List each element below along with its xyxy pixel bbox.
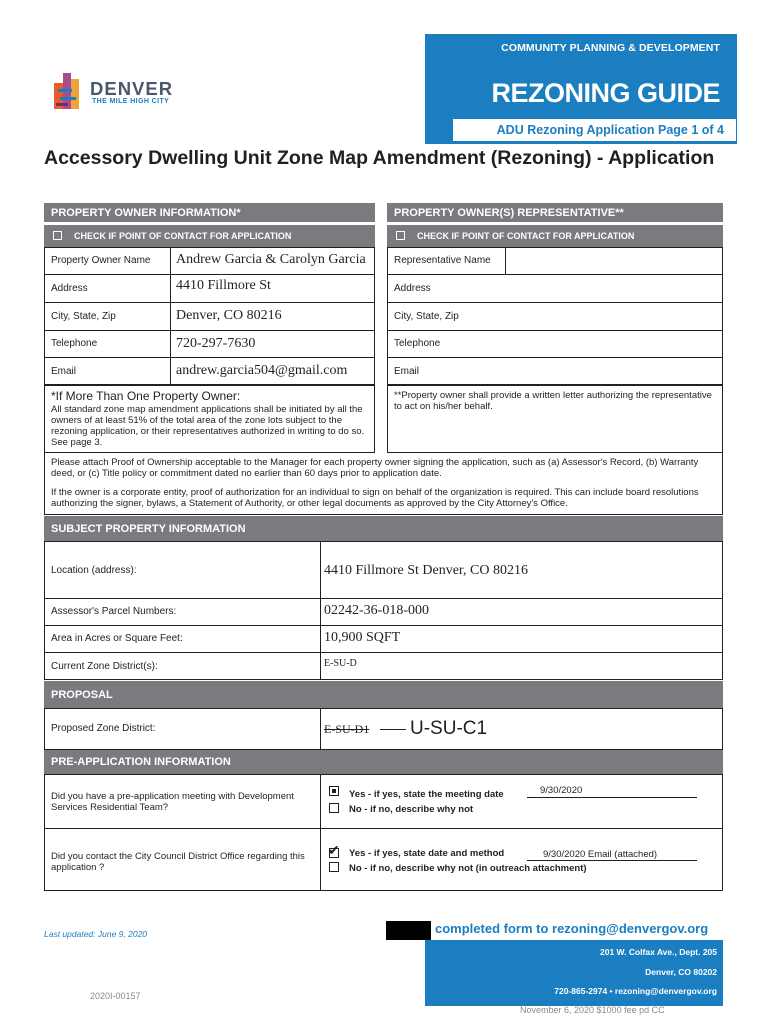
q1-no-checkbox[interactable] [329, 803, 339, 813]
owner-note-body: All standard zone map amendment applications shall be initiated by all the owners of at least 51% of the total area of the zone lots subject to the rezoning application, or their representatives authorized in writing to do so. See page 3. [51, 404, 365, 448]
guide-title: REZONING GUIDE [491, 78, 720, 108]
preapp-question-2: Did you contact the City Council District Office regarding this application ? [51, 851, 305, 873]
row-divider [44, 274, 375, 275]
representative-note: **Property owner shall provide a written letter authorizing the representative to act on his/her behalf. [394, 390, 712, 412]
row-divider [387, 357, 723, 358]
owner-name-label: Property Owner Name [51, 255, 151, 266]
parcel-label: Assessor's Parcel Numbers: [51, 606, 177, 617]
q2-no-label: No - if no, describe why not (in outreach attachment) [349, 863, 587, 874]
row-divider [44, 625, 723, 626]
owner-phone-label: Telephone [51, 338, 98, 349]
owner-email-field[interactable]: andrew.garcia504@gmail.com [176, 363, 348, 378]
owner-city-field[interactable]: Denver, CO 80216 [176, 308, 282, 323]
last-updated: Last updated: June 9, 2020 [44, 929, 148, 939]
row-divider [387, 274, 723, 275]
q2-answer-line [527, 860, 697, 861]
location-label: Location (address): [51, 565, 137, 576]
page-subtitle: ADU Rezoning Application Page 1 of 4 [452, 118, 737, 142]
row-divider [44, 302, 375, 303]
preapp-question-1: Did you have a pre-application meeting with Development Services Residential Team? [51, 791, 294, 813]
ownership-note-2: If the owner is a corporate entity, proof of authorization for an individual to sign on behalf of the organization is required. This can include board resolutions authorizing the signer, bylaws, a Statement of Authority, or other legal documents as approved by the City Attorney's Office. [51, 487, 699, 509]
proposal-section-heading: PROPOSAL [44, 681, 723, 708]
owner-email-label: Email [51, 366, 77, 377]
owner-section-heading: PROPERTY OWNER INFORMATION* [44, 203, 375, 222]
department-name: COMMUNITY PLANNING & DEVELOPMENT [501, 42, 720, 54]
q1-meeting-date[interactable]: 9/30/2020 [540, 785, 583, 796]
owner-contact-row [44, 225, 375, 247]
current-zone-field[interactable]: E-SU-D [324, 658, 357, 669]
location-field[interactable]: 4410 Fillmore St Denver, CO 80216 [324, 563, 528, 578]
representative-name-label: Representative Name [394, 255, 491, 266]
fee-stamp: November 6, 2020 $1000 fee pd CC [520, 1005, 665, 1015]
proposed-zone-label: Proposed Zone District: [51, 723, 156, 734]
q1-answer-line [527, 797, 697, 798]
owner-phone-field[interactable]: 720-297-7630 [176, 336, 256, 351]
representative-address-label: Address [394, 283, 431, 294]
q1-yes-label: Yes - if yes, state the meeting date [349, 789, 504, 800]
denver-logo-icon [54, 73, 84, 109]
redaction-block [386, 921, 431, 940]
footer-city: Denver, CO 80202 [645, 967, 717, 977]
row-divider [387, 330, 723, 331]
q1-yes-checkbox[interactable] [329, 786, 339, 796]
representative-email-label: Email [394, 366, 420, 377]
owner-column-divider [170, 247, 171, 385]
struck-zone-value: E-SU-D1 [324, 722, 370, 736]
area-label: Area in Acres or Square Feet: [51, 633, 183, 644]
parcel-field[interactable]: 02242-36-018-000 [324, 603, 429, 618]
representative-column-divider [505, 247, 506, 274]
footer-address: 201 W. Colfax Ave., Dept. 205 [600, 947, 717, 957]
proposed-zone-field[interactable]: U-SU-C1 [410, 718, 488, 739]
row-divider [44, 357, 375, 358]
current-zone-label: Current Zone District(s): [51, 661, 158, 672]
area-field[interactable]: 10,900 SQFT [324, 630, 401, 645]
owner-address-field[interactable]: 4410 Fillmore St [176, 278, 271, 293]
row-divider [44, 330, 375, 331]
owner-name-field[interactable]: Andrew Garcia & Carolyn Garcia [176, 252, 366, 267]
owner-note-title: *If More Than One Property Owner: [51, 389, 241, 403]
q2-no-checkbox[interactable] [329, 862, 339, 872]
subject-section-heading: SUBJECT PROPERTY INFORMATION [44, 516, 723, 541]
owner-address-label: Address [51, 283, 88, 294]
preapp-column-divider [320, 774, 321, 891]
check-mark-icon: ✔ [328, 842, 340, 858]
proposal-column-divider [320, 708, 321, 750]
case-stamp-id: 2020I-00157 [90, 991, 141, 1001]
submission-email-line: completed form to rezoning@denvergov.org [435, 921, 709, 936]
representative-phone-label: Telephone [394, 338, 441, 349]
row-divider [44, 652, 723, 653]
row-divider [44, 598, 723, 599]
strike-extension [380, 729, 406, 730]
subject-column-divider [320, 541, 321, 680]
representative-contact-row [387, 225, 723, 247]
row-divider [387, 302, 723, 303]
ownership-note-1: Please attach Proof of Ownership acceptable to the Manager for each property owner signing the application, such as (a) Assessor's Record, (b) Warranty deed, or (c) Title policy or commitment dated no earlier than 60 days prior to application date. [51, 457, 699, 479]
footer-contact: 720-865-2974 • rezoning@denvergov.org [554, 986, 717, 996]
row-divider [44, 828, 723, 829]
logo-wordmark: DENVER [90, 78, 174, 99]
representative-contact-checkbox[interactable] [396, 231, 405, 240]
form-title: Accessory Dwelling Unit Zone Map Amendment (Rezoning) - Application [44, 147, 715, 169]
representative-section-heading: PROPERTY OWNER(S) REPRESENTATIVE** [387, 203, 723, 222]
q2-date-method[interactable]: 9/30/2020 Email (attached) [543, 849, 658, 860]
representative-contact-label: CHECK IF POINT OF CONTACT FOR APPLICATION [417, 231, 635, 241]
logo-tagline: THE MILE HIGH CITY [92, 98, 170, 105]
owner-contact-label: CHECK IF POINT OF CONTACT FOR APPLICATION [74, 231, 292, 241]
preapp-section-heading: PRE-APPLICATION INFORMATION [44, 750, 723, 774]
owner-contact-checkbox[interactable] [53, 231, 62, 240]
q1-no-label: No - if no, describe why not [349, 804, 474, 815]
representative-city-label: City, State, Zip [394, 311, 459, 322]
q2-yes-label: Yes - if yes, state date and method [349, 848, 505, 859]
owner-city-label: City, State, Zip [51, 311, 116, 322]
